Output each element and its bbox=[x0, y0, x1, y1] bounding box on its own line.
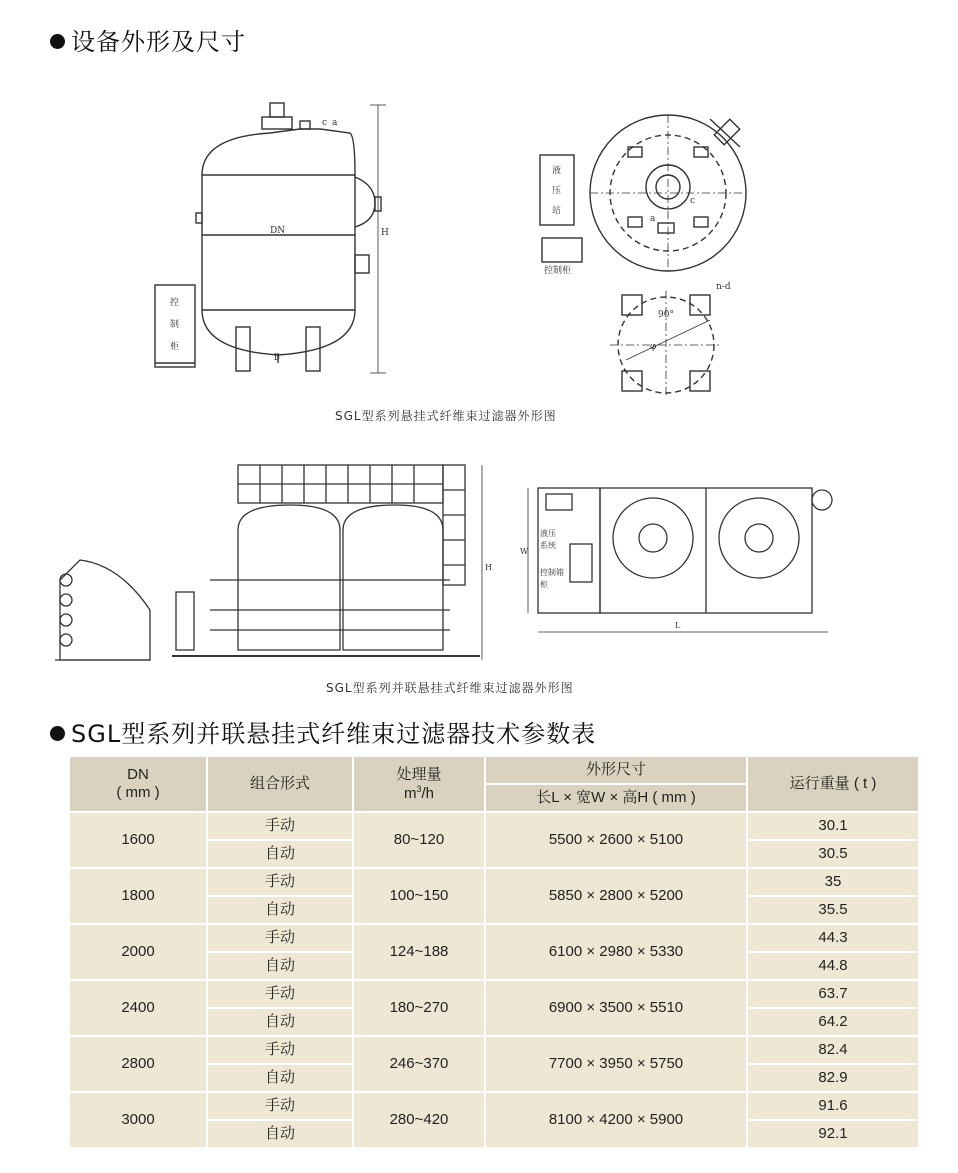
plan-a-label: a bbox=[650, 214, 656, 224]
cell-capacity: 80~120 bbox=[353, 812, 485, 868]
hydraulic-system-label-2: 系统 bbox=[540, 541, 556, 550]
front-h-label: H bbox=[485, 563, 492, 572]
cell-dn: 2800 bbox=[69, 1036, 207, 1092]
cell-capacity: 180~270 bbox=[353, 980, 485, 1036]
control-cabinet-label-1: 控 bbox=[170, 298, 180, 308]
drawing-caption-single: SGL型系列悬挂式纤维束过滤器外形图 bbox=[335, 409, 557, 423]
header-capacity-unit-sup: 3 bbox=[416, 783, 422, 794]
nozzle-c-label: c bbox=[322, 118, 328, 128]
cell-combo: 自动 bbox=[207, 1008, 353, 1036]
hydraulic-station-label-1: 液 bbox=[552, 166, 562, 176]
header-dn bbox=[69, 756, 207, 812]
phi-label: φ bbox=[650, 342, 657, 352]
cell-weight: 35.5 bbox=[747, 896, 919, 924]
spec-table bbox=[68, 755, 920, 1149]
nozzle-a-label: a bbox=[332, 118, 338, 128]
cell-combo: 手动 bbox=[207, 1036, 353, 1064]
section-heading-dimensions-text: 设备外形及尺寸 bbox=[71, 28, 246, 56]
cell-weight: 44.3 bbox=[747, 924, 919, 952]
control-box-label-1: 控制箱 bbox=[540, 568, 564, 577]
cell-weight: 30.5 bbox=[747, 840, 919, 868]
h-label: H bbox=[381, 228, 389, 238]
header-capacity-text: 处理量 bbox=[396, 765, 442, 783]
cell-combo: 手动 bbox=[207, 924, 353, 952]
plan-c-label: c bbox=[690, 196, 696, 206]
cell-dn: 3000 bbox=[69, 1092, 207, 1148]
cell-dims: 8100 × 4200 × 5900 bbox=[485, 1092, 747, 1148]
cell-dn: 1600 bbox=[69, 812, 207, 868]
header-capacity bbox=[353, 756, 485, 812]
control-cabinet-label-3: 柜 bbox=[170, 342, 180, 352]
table-row bbox=[69, 980, 919, 1008]
cell-combo: 自动 bbox=[207, 840, 353, 868]
hydraulic-system-label-1: 液压 bbox=[540, 529, 556, 538]
cell-capacity: 280~420 bbox=[353, 1092, 485, 1148]
single-filter-drawing bbox=[150, 95, 790, 405]
cell-combo: 手动 bbox=[207, 1092, 353, 1120]
plan-w-label: W bbox=[520, 547, 529, 556]
cell-combo: 手动 bbox=[207, 812, 353, 840]
cell-dims: 5500 × 2600 × 5100 bbox=[485, 812, 747, 868]
header-dims-sub: 长L × 宽W × 高H ( mm ) bbox=[485, 784, 747, 812]
bullet-icon bbox=[50, 726, 65, 741]
cell-combo: 自动 bbox=[207, 952, 353, 980]
cell-dims: 6100 × 2980 × 5330 bbox=[485, 924, 747, 980]
header-capacity-unit: m bbox=[403, 784, 417, 802]
header-dn-unit: ( mm ) bbox=[116, 784, 160, 801]
control-cabinet-label-2: 制 bbox=[170, 320, 180, 330]
header-weight: 运行重量 ( t ) bbox=[747, 756, 919, 812]
hydraulic-station-label-2: 压 bbox=[552, 186, 562, 196]
cell-dn: 2400 bbox=[69, 980, 207, 1036]
cell-dn: 2000 bbox=[69, 924, 207, 980]
header-capacity-unit-tail: /h bbox=[421, 784, 435, 802]
parallel-filter-drawing bbox=[50, 460, 850, 675]
hydraulic-station-label-3: 站 bbox=[552, 206, 562, 216]
control-box-label-2: 柜 bbox=[540, 580, 548, 589]
control-cabinet-inline-label: 控制柜 bbox=[544, 266, 572, 276]
cell-weight: 82.4 bbox=[747, 1036, 919, 1064]
header-combo: 组合形式 bbox=[207, 756, 353, 812]
cell-combo: 自动 bbox=[207, 1064, 353, 1092]
table-row bbox=[69, 868, 919, 896]
drawing-caption-parallel: SGL型系列并联悬挂式纤维束过滤器外形图 bbox=[326, 681, 574, 695]
table-row bbox=[69, 1092, 919, 1120]
section-heading-spec-table-text: SGL型系列并联悬挂式纤维束过滤器技术参数表 bbox=[71, 720, 597, 748]
cell-capacity: 124~188 bbox=[353, 924, 485, 980]
plan-l-label: L bbox=[675, 621, 681, 630]
cell-capacity: 246~370 bbox=[353, 1036, 485, 1092]
cell-weight: 44.8 bbox=[747, 952, 919, 980]
cell-weight: 91.6 bbox=[747, 1092, 919, 1120]
cell-weight: 64.2 bbox=[747, 1008, 919, 1036]
cell-weight: 35 bbox=[747, 868, 919, 896]
cell-weight: 92.1 bbox=[747, 1120, 919, 1148]
dn-label: DN bbox=[270, 226, 286, 236]
cell-dn: 1800 bbox=[69, 868, 207, 924]
bolt-label: n-d bbox=[716, 282, 731, 292]
cell-weight: 63.7 bbox=[747, 980, 919, 1008]
cell-dims: 6900 × 3500 × 5510 bbox=[485, 980, 747, 1036]
header-dn-text: DN bbox=[127, 766, 149, 783]
table-row bbox=[69, 812, 919, 840]
nozzle-b-label: b bbox=[274, 353, 280, 363]
cell-weight: 30.1 bbox=[747, 812, 919, 840]
cell-dims: 5850 × 2800 × 5200 bbox=[485, 868, 747, 924]
table-row bbox=[69, 1036, 919, 1064]
section-heading-dimensions bbox=[50, 22, 246, 57]
cell-capacity: 100~150 bbox=[353, 868, 485, 924]
bullet-icon bbox=[50, 34, 65, 49]
section-heading-spec-table bbox=[50, 714, 596, 749]
angle-label: 90° bbox=[658, 310, 674, 320]
table-row bbox=[69, 924, 919, 952]
cell-weight: 82.9 bbox=[747, 1064, 919, 1092]
cell-combo: 手动 bbox=[207, 980, 353, 1008]
cell-dims: 7700 × 3950 × 5750 bbox=[485, 1036, 747, 1092]
cell-combo: 自动 bbox=[207, 1120, 353, 1148]
header-dims: 外形尺寸 bbox=[485, 756, 747, 784]
cell-combo: 手动 bbox=[207, 868, 353, 896]
cell-combo: 自动 bbox=[207, 896, 353, 924]
